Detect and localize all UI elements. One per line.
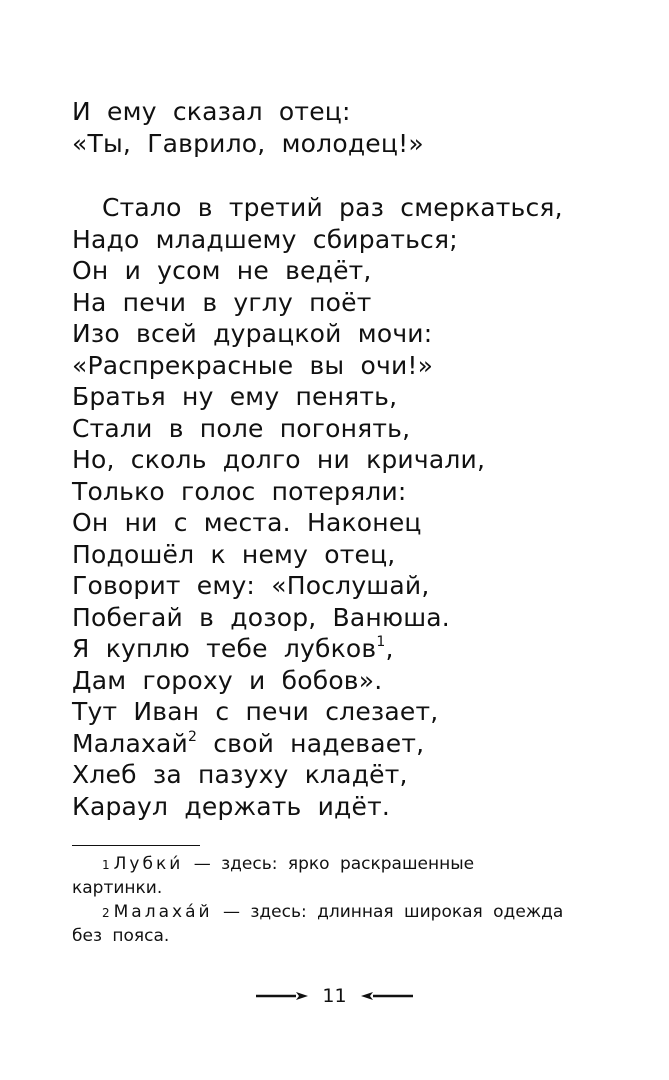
verse-line-with-footnote xyxy=(72,633,563,665)
verse-line: Побегай в дозор, Ванюша. xyxy=(72,602,450,632)
footnote-term: Малаха́й xyxy=(113,902,213,922)
right-arrow-ornament-icon xyxy=(355,990,413,1002)
footnote-2 xyxy=(72,900,572,948)
stanza-2 xyxy=(72,192,563,822)
verse-line: Караул держать идёт. xyxy=(72,791,391,821)
verse-line: «Ты, Гаврило, молодец!» xyxy=(72,128,424,158)
verse-text: Я куплю тебе лубков xyxy=(72,634,377,663)
verse-line: Говорит ему: «Послушай, xyxy=(72,571,430,600)
footnote-term: Лубки́ xyxy=(113,854,184,874)
verse-line: Дам гороху и бобов». xyxy=(72,665,383,695)
verse-line: Стали в поле погонять, xyxy=(72,413,411,443)
footnote-divider xyxy=(72,845,200,846)
footnote-number: 2 xyxy=(102,906,110,920)
verse-line: Тут Иван с печи слезает, xyxy=(72,697,439,726)
verse-line: Он ни с места. Наконец xyxy=(72,508,422,537)
verse-text-suffix: , xyxy=(385,634,394,663)
footnote-text: — здесь: длинная широкая одежда без пояса. xyxy=(72,902,564,946)
footnote-text: — здесь: ярко раскрашенные картинки. xyxy=(72,854,475,898)
footnote-number: 1 xyxy=(102,858,110,872)
page-number-ornament xyxy=(0,984,669,1008)
verse-text-suffix: свой надевает, xyxy=(197,728,425,758)
verse-line: «Распрекрасные вы очи!» xyxy=(72,350,434,380)
footnote-mark-1[interactable]: 1 xyxy=(376,634,386,650)
verse-line: Братья ну ему пенять, xyxy=(72,382,398,411)
footnote-1 xyxy=(72,852,572,900)
verse-text: Малахай xyxy=(72,728,188,758)
verse-line: Надо младшему сбираться; xyxy=(72,224,458,254)
verse-line: Хлеб за пазуху кладёт, xyxy=(72,760,408,789)
verse-line: На печи в углу поёт xyxy=(72,287,372,317)
verse-line: И ему сказал отец: xyxy=(72,97,351,126)
stanza-1 xyxy=(72,96,424,159)
verse-line: Подошёл к нему отец, xyxy=(72,539,396,569)
verse-line: Стало в третий раз смеркаться, xyxy=(102,193,563,222)
verse-line: Только голос потеряли: xyxy=(72,476,407,506)
page-number: 11 xyxy=(322,985,347,1007)
verse-line: Изо всей дурацкой мочи: xyxy=(72,319,433,348)
verse-line: Он и усом не ведёт, xyxy=(72,256,372,285)
left-arrow-ornament-icon xyxy=(256,990,314,1002)
footnote-mark-2[interactable]: 2 xyxy=(187,728,198,745)
footnotes xyxy=(72,852,572,948)
verse-line-with-footnote xyxy=(72,728,563,760)
verse-line: Но, сколь долго ни кричали, xyxy=(72,445,486,474)
